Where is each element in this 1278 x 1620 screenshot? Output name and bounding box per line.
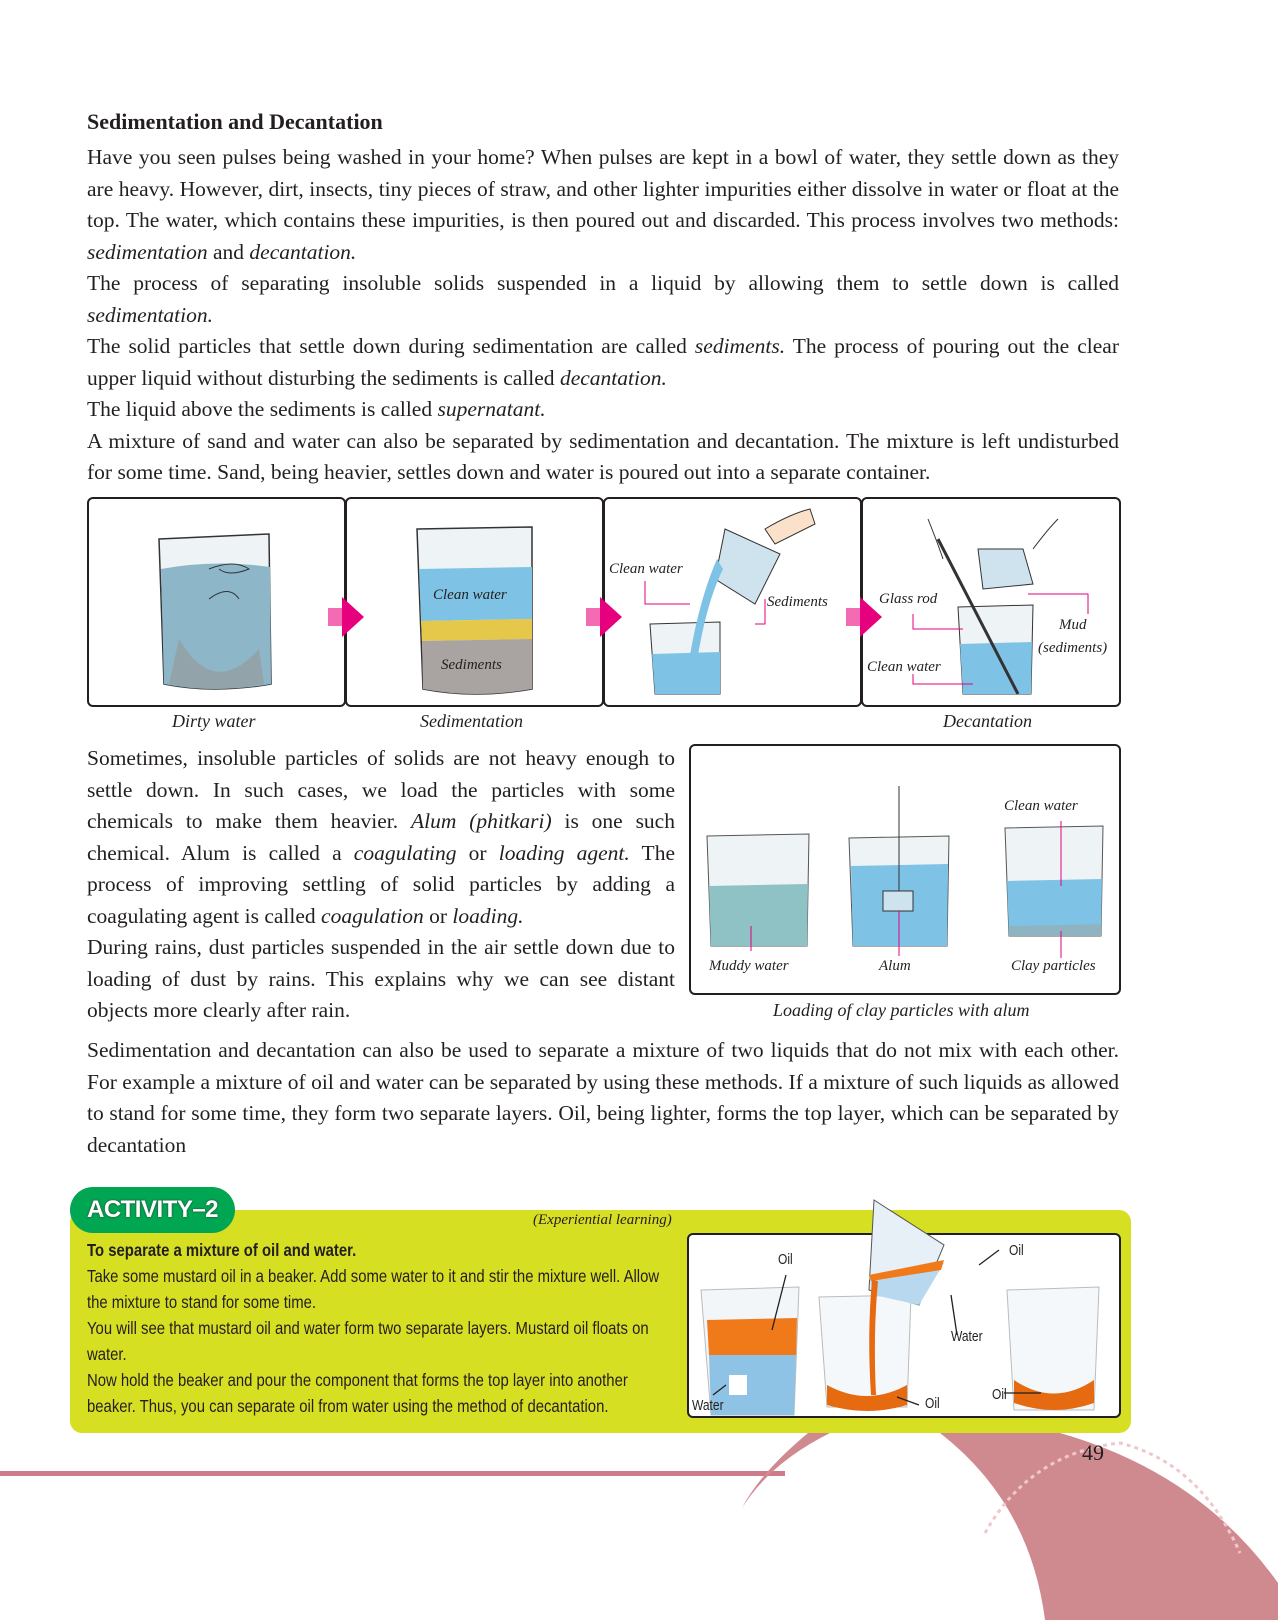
key-term: decantation. [249,239,357,264]
oil-water-text [87,1035,1119,1161]
panel-sedimentation [345,497,604,707]
label-water: Water [951,1328,983,1345]
label-glass-rod: Glass rod [879,591,938,607]
label-water: Water [692,1397,724,1414]
label-clay-particles: Clay particles [1011,958,1096,974]
text-run: The process of pouring out the clear upper liquid without disturbing the sediments is called [87,334,1119,390]
text-run: The solid particles that settle down during sedimentation are called [87,334,695,358]
activity-step: You will see that mustard oil and water form two separate layers. Mustard oil floats on water. [87,1318,649,1364]
activity-title: To separate a mixture of oil and water. [87,1240,357,1260]
page-number: 49 [1082,1440,1104,1465]
figure-alum-loading [689,744,1121,995]
oil-water-figure [687,1233,1121,1418]
label-clean-water: Clean water [609,561,683,577]
paragraph [87,142,1119,268]
panel-decantation [861,497,1121,707]
label-oil: Oil [778,1251,793,1268]
section-heading: Sedimentation and Decantation [87,109,383,134]
intro-text [87,142,1119,489]
key-term: coagulating [353,840,457,865]
label-alum: Alum [879,958,911,974]
label-muddy-water: Muddy water [709,958,789,974]
dirty-water-beaker-illustration [89,499,344,705]
text-run: Sedimentation and decantation can also be used to separate a mixture of two liquids that do not mix with each other. For example a mixture of oil and water can be separated by using these methods. If a mixture of such liquids as allowed to stand for some time, they form two separate layers. Oil, being lighter, forms the top layer, which can be separated by decantation [87,1038,1119,1157]
label-sediments: Sediments [767,594,828,610]
key-term: sedimentation [87,239,208,264]
caption-decantation: Decantation [943,711,1032,731]
key-term: supernatant. [437,397,546,421]
key-term: sediments. [694,334,786,358]
arrow-right-icon [342,597,364,637]
activity-instructions [87,1237,675,1419]
label-oil: Oil [925,1395,940,1412]
arrow-right-icon [860,597,882,637]
text-run: A mixture of sand and water can also be separated by sedimentation and decantation. The mixture is left undisturbed for some time. Sand, being heavier, settles down and water is poured out into a separate container. [87,428,1119,484]
text-run: The process of separating insoluble solids suspended in a liquid by allowing them to settle down is called [87,271,1119,295]
arrow-right-icon [600,597,622,637]
label-clean-water: Clean water [433,587,507,603]
text-run: is one such chemical. Alum is called a [87,809,675,865]
key-term: Alum (phitkari) [410,809,552,833]
label-mud-sediments: (sediments) [1038,640,1108,656]
text-run: During rains, dust particles suspended in the air settle down due to loading of dust by rains. This explains why we can see distant objects more clearly after rain. [87,935,675,1022]
key-term: loading agent. [498,840,630,865]
activity-badge: ACTIVITY–2 [70,1187,235,1233]
text-run: or [456,840,499,865]
text-run: and [207,239,250,264]
key-term: decantation. [559,365,667,390]
paragraph [87,1035,1119,1161]
label-mud: Mud [1059,617,1087,633]
loading-text [87,743,675,1027]
key-term: coagulation [321,903,424,928]
paragraph [87,743,675,932]
label-oil: Oil [992,1386,1007,1403]
activity-step: Now hold the beaker and pour the component that forms the top layer into another beaker. Thus, you can separate oil from water using the method of decantation. [87,1370,628,1416]
key-term: sedimentation. [87,302,213,327]
oil-decantation-illustration [689,1235,1119,1416]
text-run: or [423,903,453,928]
activity-tag: (Experiential learning) [533,1212,672,1228]
paragraph [87,268,1119,331]
panel-pouring [603,497,862,707]
panel-dirty-water [87,497,346,707]
activity-step: Take some mustard oil in a beaker. Add some water to it and stir the mixture well. Allow the mixture to stand for some time. [87,1266,660,1312]
text-run: Sometimes, insoluble particles of solids are not heavy enough to settle down. In such cases, we load the particles with some chemicals to make them heavier. [87,746,675,833]
text-run: Have you seen pulses being washed in your home? When pulses are kept in a bowl of water, they settle down as they are heavy. However, dirt, insects, tiny pieces of straw, and other lighter impurities either dissolve in water or float at the top. The water, which contains these impurities, is then poured out and discarded. This process involves two methods: [87,145,1119,232]
caption-dirty-water: Dirty water [172,711,256,731]
paragraph [87,331,1119,394]
paragraph [87,932,675,1027]
caption-alum-loading: Loading of clay particles with alum [773,1000,1030,1020]
text-run: The liquid above the sediments is called [87,397,438,421]
alum-beakers-illustration [691,746,1119,993]
paragraph [87,394,1119,426]
text-run: The process of improving settling of solid particles by adding a coagulating agent is called [87,840,675,928]
label-clean-water: Clean water [867,659,941,675]
label-clean-water: Clean water [1004,798,1078,814]
label-sediments: Sediments [441,657,502,673]
caption-sedimentation: Sedimentation [420,711,523,731]
paragraph [87,426,1119,489]
label-oil: Oil [1009,1242,1024,1259]
key-term: loading. [452,903,524,928]
